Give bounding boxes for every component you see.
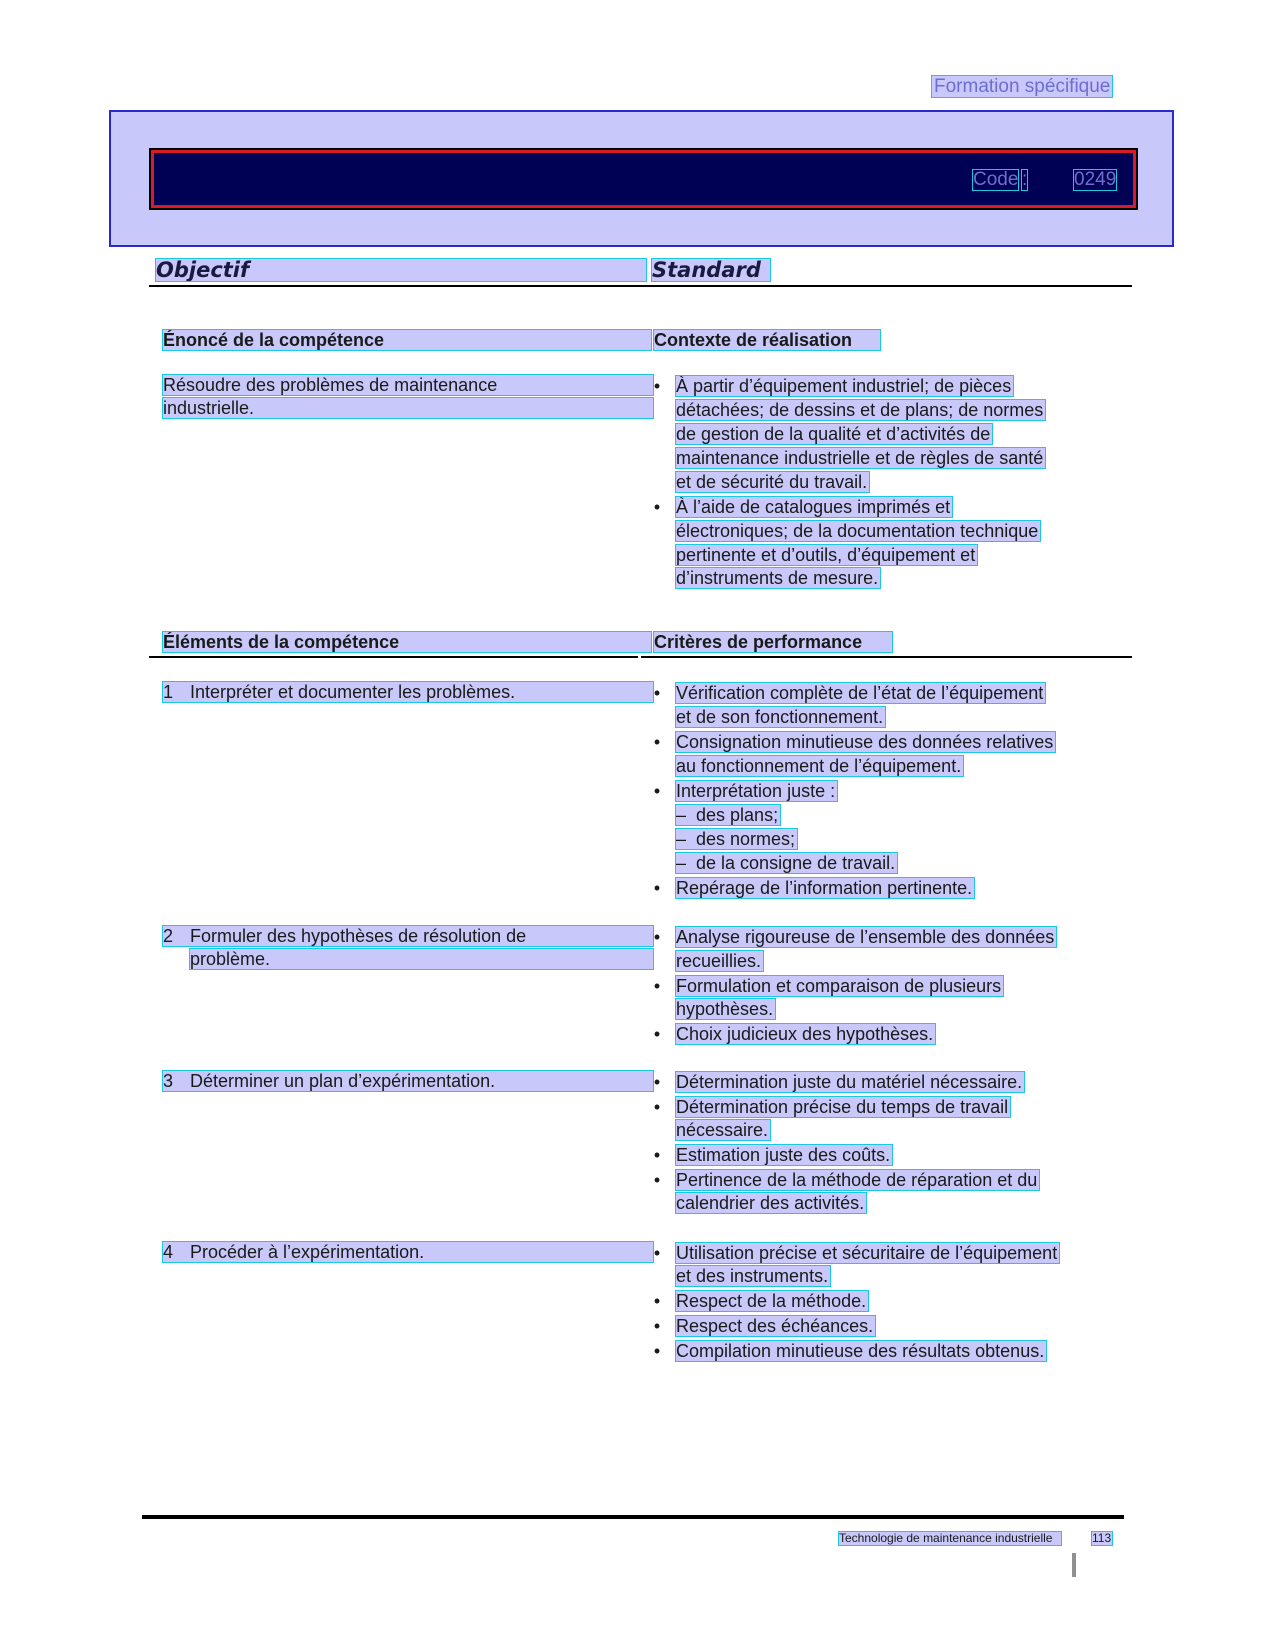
element-number: 1: [163, 682, 174, 702]
critere-2-2-line-1: Formulation et comparaison de plusieurs: [676, 976, 1002, 996]
code-bar: [151, 150, 1136, 208]
competence-text-line-2: industrielle.: [163, 398, 653, 418]
sub-item-2: – des normes;: [676, 829, 796, 849]
bullet-icon: •: [653, 1097, 661, 1117]
bullet-icon: •: [653, 1170, 661, 1190]
element-1: [163, 682, 653, 702]
bullet-icon: •: [653, 878, 661, 898]
contexte-bullet-2-line-2: électroniques; de la documentation technique: [676, 521, 1039, 541]
bullet-icon: •: [653, 1145, 661, 1165]
header-section-title: Formation spécifique: [934, 76, 1111, 97]
elements-rule: [149, 656, 638, 658]
critere-4-1-line-1: Utilisation précise et sécuritaire de l’équipement: [676, 1243, 1058, 1263]
critere-3-4-line-2: calendrier des activités.: [676, 1193, 865, 1213]
contexte-bullet-1-line-2: détachées; de dessins et de plans; de normes: [676, 400, 1044, 420]
bullet-icon: •: [653, 376, 661, 396]
elements-label: Éléments de la compétence: [163, 632, 651, 652]
page-number: 113: [1092, 1531, 1112, 1545]
element-3: [163, 1071, 653, 1091]
critere-1-2-line-2: au fonctionnement de l’équipement.: [676, 756, 962, 776]
bullet-icon: •: [653, 1291, 661, 1311]
critere-4-3-line-1: Respect des échéances.: [676, 1316, 874, 1336]
bullet-icon: •: [653, 976, 661, 996]
code-separator: :: [1022, 169, 1028, 190]
bullet-icon: •: [653, 1072, 661, 1092]
contexte-bullet-2-line-3: pertinente et d’outils, d’équipement et: [676, 545, 976, 565]
contexte-bullet-1-line-3: de gestion de la qualité et d’activités de: [676, 424, 991, 444]
element-1-text: Interpréter et documenter les problèmes.: [190, 682, 516, 702]
bullet-icon: •: [653, 927, 661, 947]
critere-2-1-line-1: Analyse rigoureuse de l’ensemble des données: [676, 927, 1055, 947]
code-value: 0249: [1074, 169, 1117, 190]
element-2: [163, 926, 653, 946]
critere-3-2-line-1: Détermination précise du temps de travail: [676, 1097, 1009, 1117]
critere-1-4-line-1: Repérage de l’information pertinente.: [676, 878, 973, 898]
critere-3-4-line-1: Pertinence de la méthode de réparation et du: [676, 1170, 1038, 1190]
title-banner: [109, 110, 1174, 247]
page-marker: [1072, 1553, 1076, 1577]
element-number: 2: [163, 926, 174, 946]
bullet-icon: •: [653, 1024, 661, 1044]
critere-3-2-line-2: nécessaire.: [676, 1120, 769, 1140]
contexte-bullet-1-line-5: et de sécurité du travail.: [676, 472, 868, 492]
criteres-rule: [641, 656, 1132, 658]
sub-item-1: – des plans;: [676, 805, 779, 825]
bullet-icon: •: [653, 732, 661, 752]
critere-4-2-line-1: Respect de la méthode.: [676, 1291, 867, 1311]
element-3-text: Déterminer un plan d’expérimentation.: [190, 1071, 496, 1091]
criteres-label: Critères de performance: [654, 632, 892, 652]
header-rule: [149, 285, 1132, 287]
element-4-text: Procéder à l’expérimentation.: [190, 1242, 425, 1262]
critere-2-3-line-1: Choix judicieux des hypothèses.: [676, 1024, 934, 1044]
critere-4-1-line-2: et des instruments.: [676, 1266, 829, 1286]
contexte-bullet-1-line-1: À partir d’équipement industriel; de pièces: [676, 376, 1012, 396]
column-header-standard: Standard: [652, 259, 770, 281]
contexte-bullet-2-line-1: À l’aide de catalogues imprimés et: [676, 497, 951, 517]
bullet-icon: •: [653, 1341, 661, 1361]
critere-4-4-line-1: Compilation minutieuse des résultats obtenus.: [676, 1341, 1045, 1361]
critere-1-3-line-1: Interprétation juste :: [676, 781, 836, 801]
contexte-label: Contexte de réalisation: [654, 330, 880, 350]
element-number: 4: [163, 1242, 174, 1262]
critere-1-2-line-1: Consignation minutieuse des données relatives: [676, 732, 1054, 752]
critere-3-3-line-1: Estimation juste des coûts.: [676, 1145, 891, 1165]
critere-1-1-line-1: Vérification complète de l’état de l’équipement: [676, 683, 1044, 703]
contexte-bullet-1-line-4: maintenance industrielle et de règles de santé: [676, 448, 1044, 468]
bullet-icon: •: [653, 683, 661, 703]
critere-1-1-line-2: et de son fonctionnement.: [676, 707, 884, 727]
footer-rule: [142, 1515, 1124, 1519]
element-2-text-line-1: Formuler des hypothèses de résolution de: [190, 926, 527, 946]
code-label: Code: [973, 169, 1019, 190]
bullet-icon: •: [653, 1243, 661, 1263]
element-number: 3: [163, 1071, 174, 1091]
bullet-icon: •: [653, 781, 661, 801]
element-2-text-line-2: problème.: [190, 949, 653, 969]
competence-label: Énoncé de la compétence: [163, 330, 651, 350]
critere-2-2-line-2: hypothèses.: [676, 999, 774, 1019]
sub-item-3: – de la consigne de travail.: [676, 853, 896, 873]
contexte-bullet-2-line-4: d’instruments de mesure.: [676, 568, 879, 588]
critere-2-1-line-2: recueillies.: [676, 951, 762, 971]
element-4: [163, 1242, 653, 1262]
bullet-icon: •: [653, 497, 661, 517]
bullet-icon: •: [653, 1316, 661, 1336]
competence-text-line-1: Résoudre des problèmes de maintenance: [163, 375, 653, 395]
critere-3-1-line-1: Détermination juste du matériel nécessaire.: [676, 1072, 1023, 1092]
footer-title: Technologie de maintenance industrielle: [839, 1532, 1061, 1545]
column-header-objectif: Objectif: [156, 259, 646, 281]
